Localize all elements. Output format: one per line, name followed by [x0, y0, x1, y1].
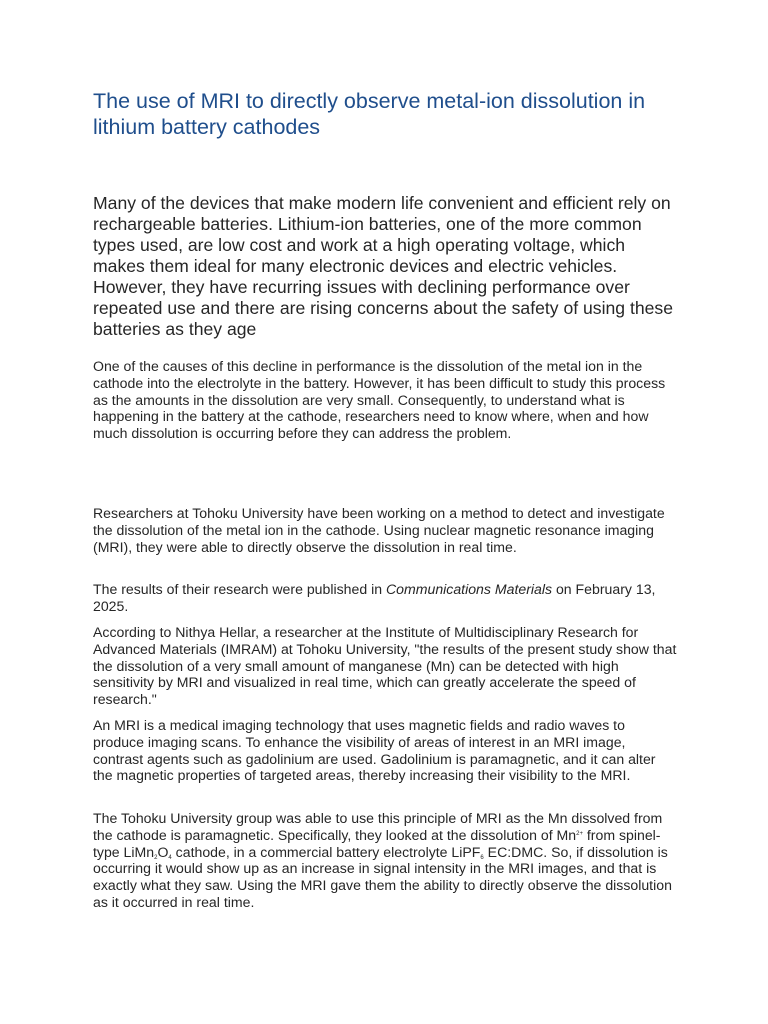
p3-text-before: The results of their research were published in [93, 581, 386, 597]
p6-text-2: from spinel-type LiMn [93, 826, 661, 860]
body-paragraph-6 [93, 810, 678, 911]
p6-text-3: O [157, 843, 169, 860]
p6-text-1: The Tohoku University group was able to use this principle of MRI as the Mn dissolved from the cathode is paramagnetic. Specifically, they looked at the dissolution of Mn [93, 810, 663, 843]
mn-subscript: 2 [154, 854, 158, 861]
lead-paragraph: Many of the devices that make modern life convenient and efficient rely on rechargeable batteries. Lithium-ion batteries, one of the more common types used, are low cost and work at a high operating voltage, which makes them ideal for many electronic devices and electric vehicles. However, they have recurring issues with declining performance over repeated use and there are rising concerns about the safety of using these batteries as they age [93, 193, 673, 339]
body-paragraph-3 [93, 581, 678, 615]
article-title: The use of MRI to directly observe metal-ion dissolution in lithium battery cathodes [93, 89, 646, 139]
body-paragraph-2: Researchers at Tohoku University have been working on a method to detect and investigate the dissolution of the metal ion in the cathode. Using nuclear magnetic resonance imaging (MRI), they were able to directly observe the dissolution in real time. [93, 505, 665, 555]
p3-text-after: on February 13, 2025. [93, 581, 656, 614]
p6-text-5: EC:DMC. So, if dissolution is occurring it would show up as an increase in signal intensity in the MRI images, and that is exactly what they saw. Using the MRI gave them the ability to directly observe the dissolution as it occurred in real time. [93, 843, 672, 910]
mn-charge-superscript: 2+ [576, 830, 583, 837]
body-paragraph-5: An MRI is a medical imaging technology that uses magnetic fields and radio waves to produce imaging scans. To enhance the visibility of areas of interest in an MRI image, contrast agents such as gadolinium are used. Gadolinium is paramagnetic, and it can alter the magnetic properties of targeted areas, thereby increasing their visibility to the MRI. [93, 717, 656, 784]
body-paragraph-1: One of the causes of this decline in performance is the dissolution of the metal ion in the cathode into the electrolyte in the battery. However, it has been difficult to study this process as the amounts in the dissolution are very small. Consequently, to understand what is happening in the battery at the cathode, researchers need to know where, when and how much dissolution is occurring before they can address the problem. [93, 358, 666, 442]
pf-subscript: 6 [480, 854, 484, 861]
o-subscript: 4 [168, 854, 172, 861]
journal-name: Communications Materials [385, 581, 553, 597]
p6-text-4: cathode, in a commercial battery electrolyte LiPF [171, 843, 481, 860]
body-paragraph-4: According to Nithya Hellar, a researcher at the Institute of Multidisciplinary Research for Advanced Materials (IMRAM) at Tohoku University, "the results of the present study show that the dissolution of a very small amount of manganese (Mn) can be detected with high sensitivity by MRI and visualized in real time, which can greatly accelerate the speed of research." [93, 624, 677, 708]
